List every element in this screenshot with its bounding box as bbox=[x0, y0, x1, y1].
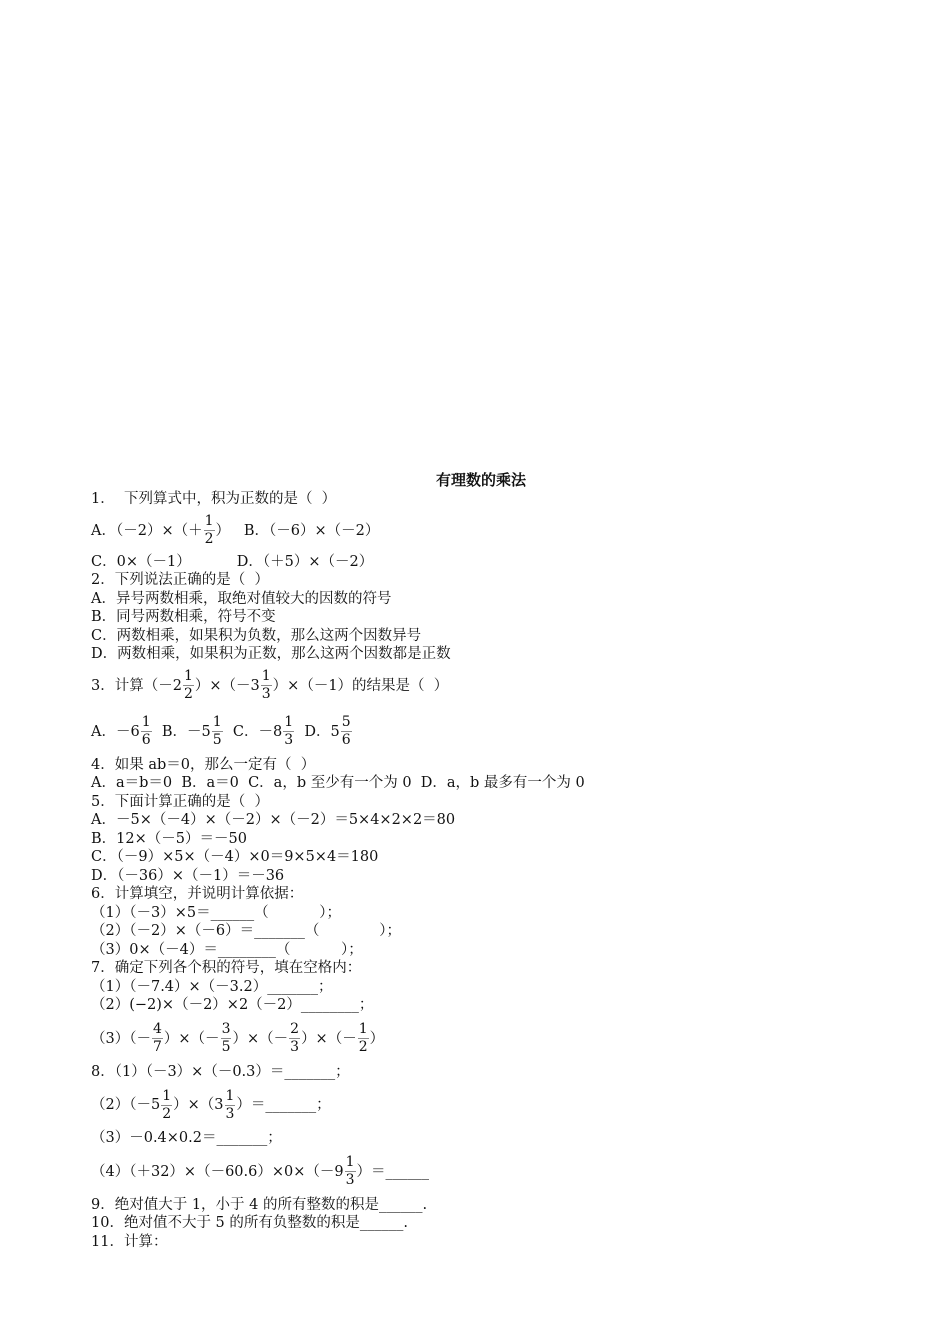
question-4: 4．如果 ab＝0，那么一定有（ ） bbox=[91, 756, 316, 773]
question-2-option-a: A．异号两数相乘，取绝对值较大的因数的符号 bbox=[91, 590, 392, 607]
fraction: $\frac{1}{3}$ bbox=[225, 1087, 235, 1122]
question-2-option-c: C．两数相乘，如果积为负数，那么这两个因数异号 bbox=[91, 627, 422, 644]
question-2-option-d: D．两数相乘，如果积为正数，那么这两个因数都是正数 bbox=[91, 646, 451, 662]
question-11: 11．计算： bbox=[91, 1233, 168, 1250]
question-1: 1． 下列算式中，积为正数的是（ ） bbox=[91, 491, 337, 507]
question-9: 9．绝对值大于 1，小于 4 的所有整数的积是______. bbox=[91, 1196, 428, 1213]
fraction: $\frac{1}{2}$ bbox=[183, 668, 193, 702]
question-7: 7．确定下列各个积的符号，填在空格内： bbox=[91, 960, 362, 976]
fraction: $\frac{1}{5}$ bbox=[212, 714, 222, 748]
question-6: 6．计算填空，并说明计算依据： bbox=[91, 886, 304, 902]
question-8-part-1: 8．（1）（－3）×（－0.3）＝_______； bbox=[91, 1063, 350, 1080]
question-1-options-ab: A．（－2）×（＋ $\frac{1}{2}$ ） B．（－6）×（－2） bbox=[91, 513, 380, 547]
question-3: 3．计算（－2 $\frac{1}{2}$ ）×（－3 $\frac{1}{3}$ ）×（－1）的结果是（ ） bbox=[91, 668, 449, 702]
fraction: $\frac{3}{5}$ bbox=[221, 1021, 231, 1055]
fraction: $\frac{5}{6}$ bbox=[341, 714, 351, 748]
question-8-part-4: （4）（＋32）×（－60.6）×0×（－9 $\frac{1}{3}$ ）＝______ bbox=[91, 1154, 430, 1188]
question-5-option-d: D．（－36）×（－1）＝－36 bbox=[91, 867, 285, 884]
fraction: $\frac{1}{6}$ bbox=[141, 714, 151, 748]
fraction: $\frac{1}{3}$ bbox=[345, 1154, 355, 1188]
question-7-part-2: （2）(−2)×（－2）×2（－2）________； bbox=[91, 997, 374, 1013]
question-6-part-1: （1）（－3）×5＝______（ ）； bbox=[91, 904, 342, 921]
question-7-part-1: （1）（－7.4）×（－3.2）_______； bbox=[91, 978, 333, 995]
question-5-option-a: A．－5×（－4）×（－2）×（－2）＝5×4×2×2＝80 bbox=[91, 812, 456, 828]
question-5-option-c: C．（－9）×5×（－4）×0＝9×5×4＝180 bbox=[91, 849, 379, 865]
page-title: 有理数的乘法 bbox=[435, 471, 526, 489]
question-6-part-2: （2）（－2）×（－6）＝_______（ ）； bbox=[91, 923, 401, 939]
worksheet bbox=[91, 470, 871, 1251]
question-5-option-b: B．12×（－5）＝－50 bbox=[91, 830, 247, 847]
question-10: 10．绝对值不大于 5 的所有负整数的积是______. bbox=[91, 1215, 409, 1231]
question-2: 2．下列说法正确的是（ ） bbox=[91, 572, 269, 588]
question-1-options-cd: C．0×（－1） D．（＋5）×（－2） bbox=[91, 553, 374, 570]
fraction: $\frac{1}{2}$ bbox=[358, 1021, 368, 1055]
question-3-options: A．－6 $\frac{1}{6}$ B．－5 $\frac{1}{5}$ C．－8 $\frac{1}{3}$ D．5 $\frac{5}{6}$ bbox=[91, 714, 351, 748]
question-6-part-3: （3）0×（－4）＝________（ ）； bbox=[91, 941, 363, 958]
question-2-option-b: B．同号两数相乘，符号不变 bbox=[91, 609, 276, 625]
fraction: $\frac{1}{2}$ bbox=[204, 513, 214, 547]
fraction: $\frac{2}{3}$ bbox=[290, 1021, 300, 1055]
fraction: $\frac{4}{7}$ bbox=[152, 1021, 162, 1055]
fraction: $\frac{1}{3}$ bbox=[261, 668, 271, 702]
fraction: $\frac{1}{2}$ bbox=[162, 1087, 172, 1122]
question-8-part-3: （3）－0.4×0.2＝_______； bbox=[91, 1130, 282, 1146]
question-4-options: A．a＝b＝0 B．a＝0 C．a，b 至少有一个为 0 D．a，b 最多有一个为 0 bbox=[91, 775, 585, 791]
question-5: 5．下面计算正确的是（ ） bbox=[91, 793, 269, 810]
question-8-part-2: （2）（－5 $\frac{1}{2}$ ）×（3 $\frac{1}{3}$ ）＝_______； bbox=[91, 1087, 331, 1122]
fraction: $\frac{1}{3}$ bbox=[284, 714, 294, 748]
question-7-part-3: （3）（－ $\frac{4}{7}$ ）×（－ $\frac{3}{5}$ ）×（－ $\frac{2}{3}$ ）×（－ $\frac{1}{2}$ ） bbox=[91, 1021, 385, 1055]
